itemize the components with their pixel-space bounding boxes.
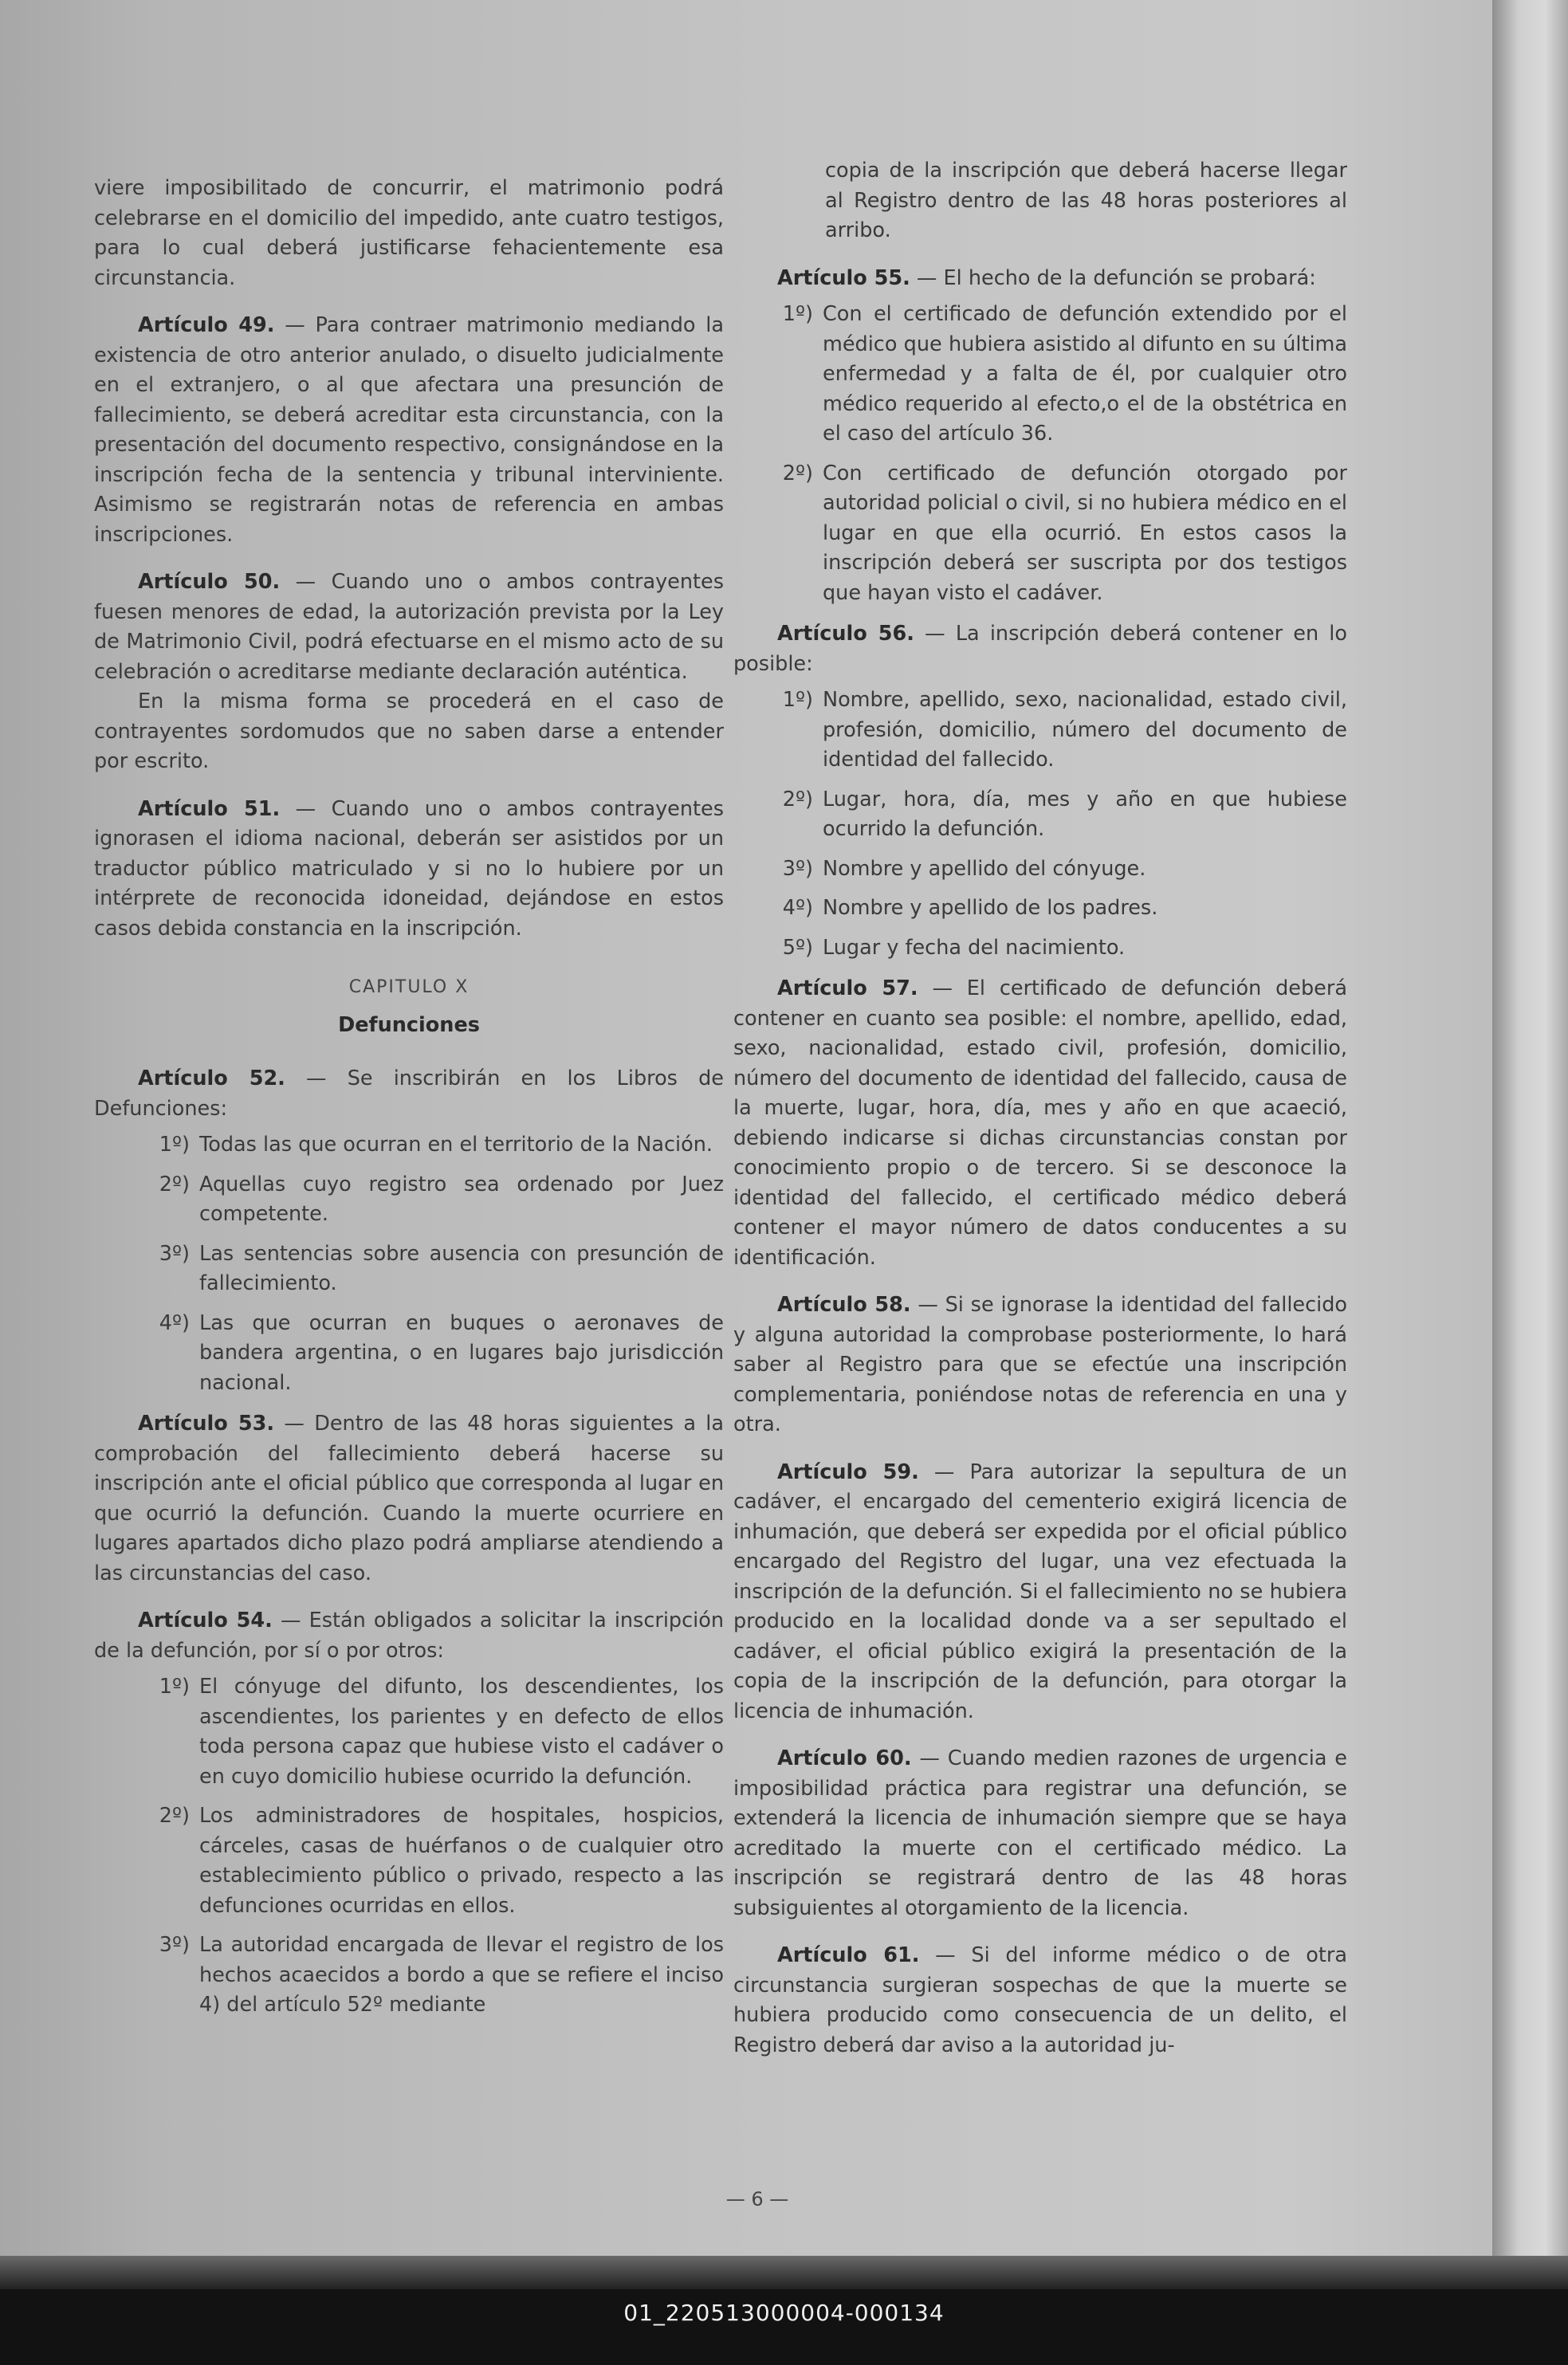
article-heading: Artículo 56. <box>777 622 914 646</box>
item-number: 3º) <box>782 856 813 881</box>
article-54-list <box>94 1672 724 2021</box>
item-text: Nombre, apellido, sexo, nacionalidad, estado civil, profesión, domicilio, número del documento de identidad del fallecido. <box>823 688 1347 772</box>
item-number: 4º) <box>159 1310 190 1335</box>
article-52-list <box>94 1130 724 1398</box>
list-item <box>142 1130 724 1161</box>
page-bottom-edge <box>0 2256 1568 2289</box>
article-heading: Artículo 60. <box>777 1746 912 1770</box>
article-53 <box>94 1409 724 1589</box>
article-text: — El certificado de defunción deberá contener en cuanto sea posible: el nombre, apellido, edad, sexo, nacionalidad, estado civil, profesión, domicilio, número del documento de identidad del fallecido, causa de la muerte, lugar, hora, día, mes y año en que acaeció, debiendo indicarse si dichas circunstancias constan por conocimiento propio o de tercero. Si se desconoce la identidad del fallecido, el certificado médico deberá contener el mayor número de datos conducentes a su identificación. <box>733 976 1347 1270</box>
article-56-list <box>733 686 1347 963</box>
item-text: Los administradores de hospitales, hospicios, cárceles, casas de huérfanos o de cualquier otro establecimiento público o privado, respecto a las defunciones ocurridas en ellos. <box>199 1804 724 1918</box>
page-number: — 6 — <box>725 2188 789 2210</box>
item-text: Nombre y apellido de los padres. <box>823 896 1158 920</box>
article-heading: Artículo 58. <box>777 1293 911 1317</box>
article-58 <box>733 1291 1347 1440</box>
article-heading: Artículo 54. <box>138 1609 273 1632</box>
article-51 <box>94 795 724 945</box>
article-text: — Dentro de las 48 horas siguientes a la comprobación del fallecimiento deberá hacerse su inscripción ante el oficial público que corresponda al lugar en que ocurrió la defunción. Cuando la muerte ocurriere en lugares apartados dicho plazo podrá ampliarse atendiendo a las circunstancias del caso. <box>94 1412 725 1585</box>
list-item <box>142 1672 724 1792</box>
item-number: 1º) <box>159 1133 190 1157</box>
article-55-list <box>733 300 1347 608</box>
article-59 <box>733 1458 1347 1727</box>
list-item <box>142 1239 724 1299</box>
item-text: El cónyuge del difunto, los descendientes, los ascendientes, los parientes y en defecto de ellos toda persona capaz que hubiese visto el cadáver o en cuyo domicilio hubiese ocurrido la defunción. <box>199 1675 724 1789</box>
paragraph-intro: viere imposibilitado de concurrir, el matrimonio podrá celebrarse en el domicilio del impedido, ante cuatro testigos, para lo cual deberá justificarse fehacientemente esa circunstancia. <box>94 176 724 290</box>
list-item <box>765 894 1347 924</box>
item-text: Las que ocurran en buques o aeronaves de bandera argentina, o en lugares bajo jurisdicción nacional. <box>199 1310 724 1395</box>
article-heading: Artículo 57. <box>777 976 918 1000</box>
article-heading: Artículo 51. <box>138 796 281 821</box>
article-text: — La inscripción deberá contener en lo posible: <box>733 622 1347 676</box>
list-item <box>765 785 1347 845</box>
item-number: 1º) <box>782 302 813 326</box>
list-item <box>142 1170 724 1230</box>
article-55 <box>733 264 1347 294</box>
item-text: Lugar y fecha del nacimiento. <box>823 935 1126 960</box>
item-text: Todas las que ocurran en el territorio de la Nación. <box>199 1133 713 1157</box>
item-text: Con el certificado de defunción extendido por el médico que hubiera asistido al difunto en su última enfermedad y a falta de él, por cualquier otro médico requerido al efecto,o el de la obstétrica en el caso del artículo 36. <box>823 302 1347 446</box>
item-number: 2º) <box>159 1804 190 1828</box>
list-item <box>765 854 1347 885</box>
item-number: 2º) <box>159 1172 190 1196</box>
article-52 <box>94 1064 724 1124</box>
item-text: Con certificado de defunción otorgado por autoridad policial o civil, si no hubiera médico en el lugar en que ella ocurrió. En estos casos la inscripción deberá ser suscripta por dos testigos que hayan visto el cadáver. <box>823 461 1347 605</box>
article-56 <box>733 619 1347 679</box>
list-item <box>142 1309 724 1399</box>
item-number: 3º) <box>159 1933 190 1957</box>
article-50-paragraph-2: En la misma forma se procederá en el caso de contrayentes sordomudos que no saben darse a entender por escrito. <box>94 689 724 773</box>
article-text: — Cuando uno o ambos contrayentes ignorasen el idioma nacional, deberán ser asistidos por un traductor público matriculado y si no lo hubiere por un intérprete de reconocida idoneidad, dejándose en estos casos debida constancia en la inscripción. <box>94 796 724 941</box>
item-number: 1º) <box>159 1675 190 1699</box>
chapter-label: CAPITULO X <box>348 977 470 997</box>
article-50 <box>94 568 724 687</box>
article-text: — Están obligados a solicitar la inscripción de la defunción, por sí o por otros: <box>94 1609 724 1663</box>
article-text: — Cuando uno o ambos contrayentes fuesen menores de edad, la autorización prevista por la Ley de Matrimonio Civil, podrá efectuarse en el mismo acto de su celebración o acreditarse mediante declaración auténtica. <box>94 570 724 684</box>
article-heading: Artículo 59. <box>777 1459 919 1484</box>
article-61 <box>733 1941 1347 2061</box>
right-column <box>733 156 1347 2061</box>
item-number: 2º) <box>782 461 813 485</box>
item-number: 5º) <box>782 935 813 960</box>
item-text: Las sentencias sobre ausencia con presunción de fallecimiento. <box>199 1241 724 1295</box>
item-number: 4º) <box>782 896 813 920</box>
chapter-title: Defunciones <box>338 1012 480 1037</box>
article-heading: Artículo 49. <box>138 313 275 337</box>
list-item <box>142 1801 724 1921</box>
list-item <box>765 300 1347 450</box>
article-heading: Artículo 61. <box>777 1943 920 1967</box>
article-text: — Cuando medien razones de urgencia e imposibilidad práctica para registrar una defunción, se extenderá la licencia de inhumación siempre que se haya acreditado la muerte con el certificado médico. La inscripción se registrará dentro de las 48 horas subsiguientes al otorgamiento de la licencia. <box>733 1746 1347 1920</box>
article-text: — Para contraer matrimonio mediando la existencia de otro anterior anulado, o disuelto judicialmente en el extranjero, o al que afectara una presunción de fallecimiento, se deberá acreditar esta circunstancia, con la presentación del documento respectivo, consignándose en la inscripción fecha de la sentencia y tribunal interviniente. Asimismo se registrarán notas de referencia en ambas inscripciones. <box>94 313 724 547</box>
article-heading: Artículo 55. <box>777 265 910 290</box>
list-item <box>142 1931 724 2021</box>
article-54 <box>94 1606 724 1666</box>
article-57 <box>733 974 1347 1273</box>
left-column <box>94 174 724 2032</box>
article-text: — El hecho de la defunción se probará: <box>910 265 1316 290</box>
item-text: Nombre y apellido del cónyuge. <box>823 856 1146 881</box>
item-number: 1º) <box>782 688 813 712</box>
article-heading: Artículo 52. <box>138 1067 285 1090</box>
list-item <box>765 686 1347 776</box>
item-number: 3º) <box>159 1241 190 1266</box>
article-heading: Artículo 50. <box>138 570 281 594</box>
paragraph-continuation: copia de la inscripción que deberá hacerse llegar al Registro dentro de las 48 horas posteriores al arribo. <box>825 159 1347 242</box>
article-49 <box>94 311 724 550</box>
item-text: La autoridad encargada de llevar el registro de los hechos acaecidos a bordo a que se refiere el inciso 4) del artículo 52º mediante <box>199 1933 724 2017</box>
article-heading: Artículo 53. <box>138 1412 275 1436</box>
page-fold-edge <box>1492 0 1568 2280</box>
article-text: — Si se ignorase la identidad del fallecido y alguna autoridad la comprobase posteriormente, lo hará saber al Registro para que se efectúe una inscripción complementaria, poniéndose notas de referencia en una y otra. <box>733 1293 1347 1436</box>
item-number: 2º) <box>782 787 813 811</box>
item-text: Aquellas cuyo registro sea ordenado por Juez competente. <box>199 1172 724 1226</box>
article-60 <box>733 1744 1347 1923</box>
article-text: — Se inscribirán en los Libros de Defunciones: <box>94 1067 724 1121</box>
item-text: Lugar, hora, día, mes y año en que hubiese ocurrido la defunción. <box>823 787 1347 841</box>
list-item <box>765 459 1347 609</box>
article-text: — Para autorizar la sepultura de un cadáver, el encargado del cementerio exigirá licencia de inhumación, que deberá ser expedida por el oficial público encargado del Registro del lugar, una vez efectuada la inscripción de la defunción. Si el fallecimiento no se hubiera producido en la localidad donde va a ser sepultado el cadáver, el oficial público exigirá la presentación de la copia de la inscripción de la defunción, para otorgar la licencia de inhumación. <box>733 1459 1347 1723</box>
article-text: — Si del informe médico o de otra circunstancia surgieran sospechas de que la muerte se hubiera producido como consecuencia de un delito, el Registro deberá dar aviso a la autoridad ju- <box>733 1943 1347 2057</box>
image-caption: 01_220513000004-000134 <box>623 2300 945 2326</box>
list-item <box>765 933 1347 964</box>
